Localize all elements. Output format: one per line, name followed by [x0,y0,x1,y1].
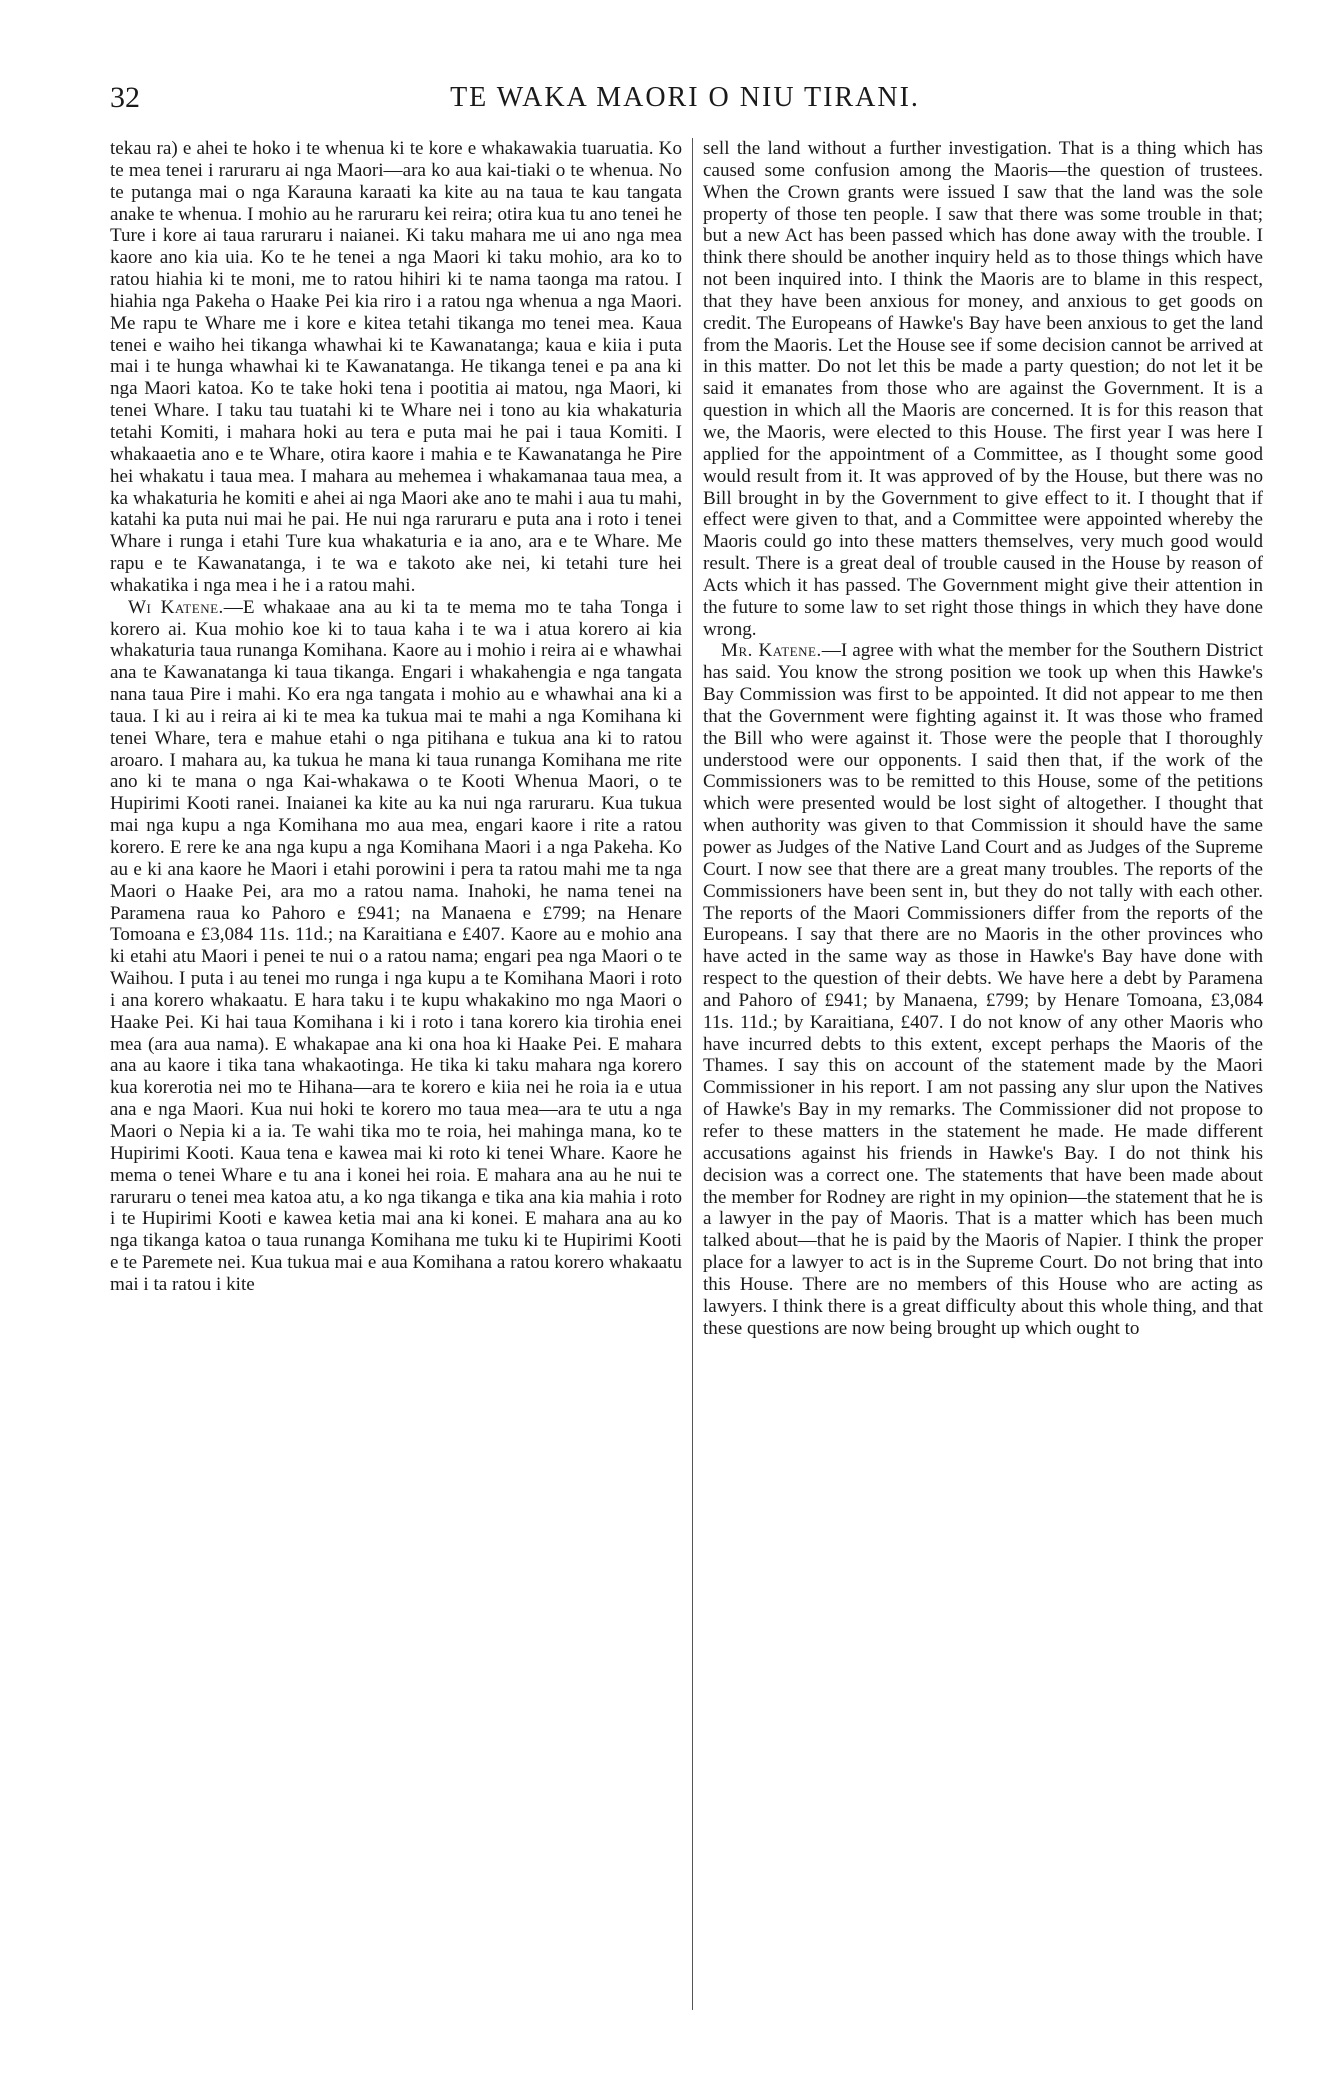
paragraph: tekau ra) e ahei te hoko i te whenua ki te kore e whakawakia tuaruatia. Ko te mea tenei i raruraru ai nga Maori—ara ko aua kai-tiaki o te whenua. No te putanga mai o nga Karauna karaati ka kite au na taua te kau tangata anake te whenua. I mohio au he raruraru kei reira; otira kua tu ano tenei he Ture i kore ai taua raruraru i naianei. Ki taku mahara me ui ano nga mea kaore ano kia uia. Ko te he tenei a nga Maori ki taku mohio, ara ko to ratou hiahia ki te moni, me to ratou hihiri ki te nama taonga ma ratou. I hiahia nga Pakeha o Haake Pei kia riro i a ratou nga whenua a nga Maori. Me rapu te Whare me i kore e kitea tetahi tikanga mo tenei mea. Kaua tenei e waiho hei tikanga whawhai ki te Kawanatanga; kaua e kiia i puta mai i te hunga whawhai ki te Kawanatanga. He tikanga tenei e pa ana ki nga Maori katoa. Ko te take hoki tena i pootitia ai matou, nga Maori, ki tenei Whare. I taku tau tuatahi ki te Whare nei i tono au kia whakaturia tetahi Komiti, i mahara hoki au tera e puta mai he pai i taua Komiti. I whakaaetia ano e te Whare, otira kaore i mahia e te Kawanatanga he Pire hei whakatu i taua mea. I mahara au mehemea i whakamanaa taua mea, a ka whakaturia he komiti e ahei ai nga Maori ake ano te mahi i aua tu mahi, katahi ka puta nui mai he pai. He nui nga raruraru e puta ana i roto i tenei Whare i runga i etahi Ture kua whakaturia e ia ano, ara e te Whare. Me rapu e te Kawanatanga, i te wa e takoto ake nei, ki tetahi ture hei whakatika i nga mea i he i a ratou mahi. [110,138,682,596]
page-number: 32 [110,81,140,114]
page-header [110,78,1260,118]
running-title: TE WAKA MAORI O NIU TIRANI. [450,82,920,113]
paragraph-text: —E whakaae ana au ki ta te mema mo te taha Tonga i korero ai. Kua mohio koe ki to taua kaha i te wa i atua korero ai kia whakaturia taua runanga Komihana. Kaore au i mohio i reira ai e whawhai ana te Kawanatanga ki taua tikanga. Engari i whakahengia e nga tangata nana taua Pire i mahi. Ko era nga tangata i mohio au e whawhai ana ki a taua. I ki au i reira ai ki te mea ka tukua mai te mahi a nga Komihana ki tenei Whare, tera e mahue etahi o nga pitihana e tukua ana ki to ratou aroaro. I mahara au, ka tukua he mana ki taua runanga Komihana me rite ano ki te mana o nga Kai-whakawa o te Kooti Whenua Maori, o te Hupirimi Kooti ranei. Inaianei ka kite au ka nui nga raruraru. Kua tukua mai nga kupu a nga Komihana mo aua mea, engari kaore i rite a ratou korero. E rere ke ana nga kupu a nga Komihana Maori i a nga Pakeha. Ko au e ki ana kaore he Maori i etahi porowini i pera ta ratou mahi me ta nga Maori o Haake Pei, ara mo a ratou nama. Inahoki, he nama tenei na Paramena raua ko Pahoro e £941; na Manaena e £799; na Henare Tomoana e £3,084 11s. 11d.; na Karaitiana e £407. Kaore au e mohio ana ki etahi atu Maori i penei te nui o a ratou nama; engari pea nga Maori o te Waihou. I puta i au tenei mo runga i nga kupu a te Komihana Maori i roto i ana korero whakaatu. E hara taku i te kupu whakakino mo nga Maori o Haake Pei. Ki hai taua Komihana i ki i roto i tana korero kia tirohia enei mea (ara aua nama). E whakapae ana ki ona hoa ki Haake Pei. E mahara ana au kaore i tika tana whakaotinga. He tika ki taku mahara nga korero kua korerotia nei mo te Hihana—ara te korero e kiia nei he roia ia e utua ana e nga Maori. Kua nui hoki te korero mo taua mea—ara te utu a nga Maori o Nepia ki a ia. Te wahi tika mo te roia, hei mahinga mana, ko te Hupirimi Kooti. Kaua tena e kawea mai ki roto ki tenei Whare. Kaore he mema o tenei Whare e tu ana i konei hei roia. E mahara ana au he nui te raruraru o tenei mea katoa atu, a ko nga tikanga e tika ana kia mahia i roto i te Hupirimi Kooti e kawea ketia mai ana ki konei. E mahara ana au ko nga tikanga katoa o taua runanga Komihana me tuku ki te Hupirimi Kooti e te Paremete nei. Kua tukua mai e aua Komihana a ratou korero whakaatu mai i ta ratou i kite [110,596,682,1295]
left-column-maori [110,138,682,1296]
speaker-name: Wi Katene. [128,596,224,618]
right-column-english [703,138,1263,1339]
paragraph [110,597,682,1296]
column-divider [692,138,693,2010]
paragraph: sell the land without a further investigation. That is a thing which has caused some confusion among the Maoris—the question of trustees. When the Crown grants were issued I saw that the land was the sole property of those ten people. I saw that there was some trouble in that; but a new Act has been passed which has done away with the trouble. I think there should be another inquiry held as to those things which have not been inquired into. I think the Maoris are to blame in this respect, that they have been anxious for money, and anxious to get goods on credit. The Europeans of Hawke's Bay have been anxious to get the land from the Maoris. Let the House see if some decision cannot be arrived at in this matter. Do not let this be made a party question; do not let it be said it emanates from those who are against the Government. It is a question in which all the Maoris are concerned. It is for this reason that we, the Maoris, were elected to this House. The first year I was here I applied for the appointment of a Committee, as I thought some good would result from it. It was approved of by the House, but there was no Bill brought in by the Government to give effect to it. I thought that if effect were given to that, and a Committee were appointed whereby the Maoris could go into these matters themselves, very much good would result. There is a great deal of trouble caused in the House by reason of Acts which it has passed. The Government might give their attention in the future to some law to set right those things in which they have done wrong. [703,138,1263,640]
paragraph [703,640,1263,1339]
paragraph-text: —I agree with what the member for the Southern District has said. You know the strong position we took up when this Hawke's Bay Commission was first to be appointed. It did not appear to me then that the Government were fighting against it. It was those who framed the Bill who were against it. Those were the people that I thoroughly understood were our opponents. I said then that, if the work of the Commissioners was to be remitted to this House, some of the petitions which were presented would be lost sight of altogether. I thought that when authority was given to that Commission it should have the same power as Judges of the Native Land Court and as Judges of the Supreme Court. I now see that there are a great many troubles. The reports of the Commissioners have been sent in, but they do not tally with each other. The reports of the Maori Commissioners differ from the reports of the Europeans. I say that there are no Maoris in the other provinces who have acted in the same way as those in Hawke's Bay have done with respect to the question of their debts. We have here a debt by Paramena and Pahoro of £941; by Manaena, £799; by Henare Tomoana, £3,084 11s. 11d.; by Karaitiana, £407. I do not know of any other Maoris who have incurred debts to this extent, except perhaps the Maoris of the Thames. I say this on account of the statement made by the Maori Commissioner in his report. I am not passing any slur upon the Natives of Hawke's Bay in my remarks. The Commissioner did not propose to refer to these matters in the statement he made. He made different accusations against his friends in Hawke's Bay. I do not think his decision was a correct one. The statements that have been made about the member for Rodney are right in my opinion—the statement that he is a lawyer in the pay of Maoris. That is a matter which has been much talked about—that he is paid by the Maoris of Napier. I think the proper place for a lawyer to act is in the Supreme Court. Do not bring that into this House. There are no members of this House who are acting as lawyers. I think there is a great difficulty about this whole thing, and that these questions are now being brought up which ought to [703,640,1263,1339]
speaker-name: Mr. Katene. [721,640,822,662]
